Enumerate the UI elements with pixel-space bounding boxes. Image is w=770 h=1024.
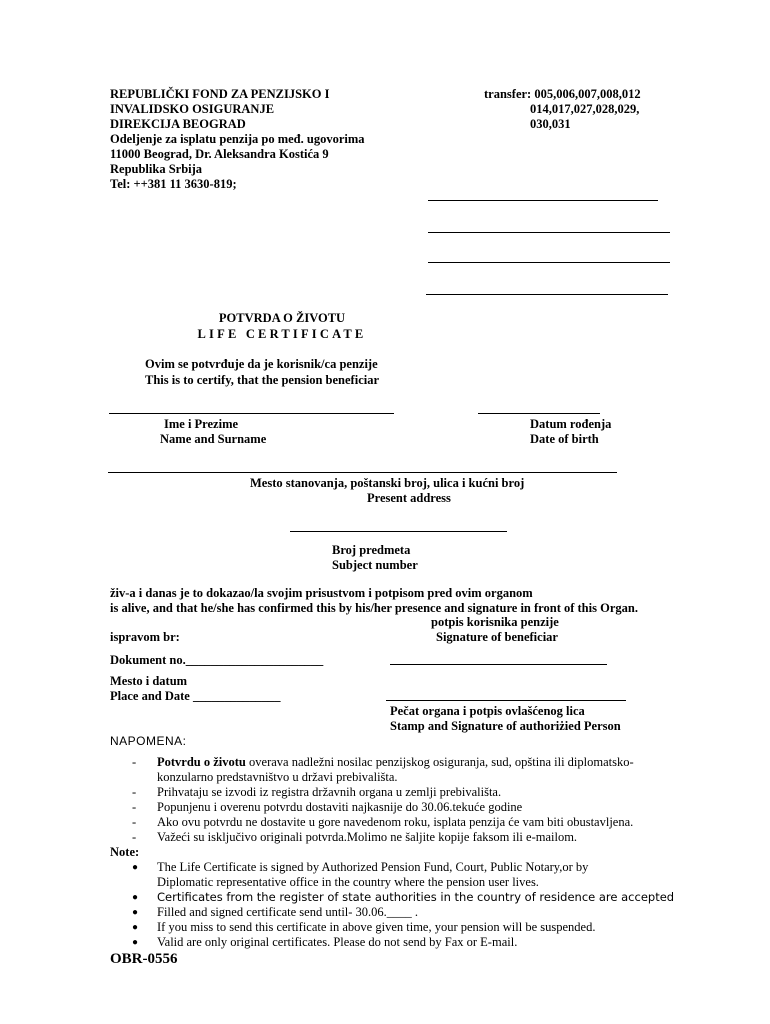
header-line: REPUBLIČKI FOND ZA PENZIJSKO I	[110, 87, 330, 101]
stamp-label-en: Stamp and Signature of authoriżied Person	[390, 719, 621, 733]
napomena-list	[110, 755, 710, 950]
transfer-line: 030,031	[530, 117, 571, 131]
transfer-line: transfer: 005,006,007,008,012	[484, 87, 641, 101]
list-item: - Potvrdu o životu overava nadležni nosilac penzijskog osiguranja, sud, opština ili diplomatsko-	[132, 755, 634, 769]
title-sr: POTVRDA O ŽIVOTU	[218, 311, 346, 325]
subject-label-sr: Broj predmeta	[332, 543, 411, 557]
header-line: Odeljenje za isplatu penzija po međ. ugovorima	[110, 132, 365, 146]
item-text: Popunjenu i overenu potvrdu dostaviti najkasnije do 30.06.tekuće godine	[157, 800, 523, 814]
item-text: Ako ovu potvrdu ne dostavite u gore navedenom roku, isplata penzija će vam biti obustavljena.	[157, 815, 634, 829]
address-line-1[interactable]	[428, 200, 658, 201]
bullet-icon: ●	[132, 892, 139, 903]
header-line: INVALIDSKO OSIGURANJE	[110, 102, 275, 116]
subject-field-line[interactable]	[290, 531, 507, 532]
item-text: Važeći su isključivo originali potvrda.Molimo ne šaljite kopije faksom ili e-mailom.	[157, 830, 578, 844]
dob-field-line[interactable]	[478, 413, 600, 414]
signature-label-sr: potpis korisnika penzije	[431, 615, 559, 629]
list-item	[110, 905, 710, 920]
stamp-label-sr: Pečat organa i potpis ovlašćenog lica	[390, 704, 585, 718]
list-item: - Ako ovu potvrdu ne dostavite u gore navedenom roku, isplata penzija će vam biti obustavljena.	[132, 815, 634, 829]
stamp-field-line[interactable]	[386, 700, 626, 701]
dob-label-en: Date of birth	[530, 432, 599, 446]
document-number-field[interactable]: Dokument no.______________________	[110, 653, 324, 667]
statement-en: is alive, and that he/she has confirmed this by his/her presence and signature in front of this Organ.	[110, 601, 638, 615]
napomena-heading: NAPOMENA:	[110, 734, 187, 748]
bullet-icon: ●	[132, 862, 139, 873]
transfer-line: 014,017,027,028,029,	[530, 102, 640, 116]
item-text: Certificates from the register of state authorities in the country of residence are accepted	[157, 890, 675, 904]
list-item	[110, 935, 710, 950]
item-bold-text: Potvrdu o životu	[157, 755, 246, 769]
name-label-sr: Ime i Prezime	[164, 417, 239, 431]
address-line-3[interactable]	[428, 262, 670, 263]
header-line: Republika Srbija	[110, 162, 203, 176]
title-en: LIFE CERTIFICATE	[197, 327, 367, 341]
institution-header	[110, 87, 365, 192]
intro-sr: Ovim se potvrđuje da je korisnik/ca penzije	[145, 357, 378, 371]
dob-label-sr: Datum rođenja	[530, 417, 612, 431]
item-text: If you miss to send this certificate in above given time, your pension will be suspended.	[157, 920, 596, 934]
item-text: Valid are only original certificates. Please do not send by Fax or E-mail.	[157, 935, 518, 949]
place-date-field[interactable]: Place and Date ______________	[110, 689, 281, 703]
bullet-icon: ●	[132, 937, 139, 948]
list-item: - Prihvataju se izvodi iz registra državnih organa u zemlji prebivališta.	[132, 785, 502, 799]
signature-field-line[interactable]	[390, 664, 607, 665]
address-line-4[interactable]	[426, 294, 668, 295]
item-text: overava nadležni nosilac penzijskog osiguranja, sud, opština ili diplomatsko-	[245, 755, 634, 769]
address-line-2[interactable]	[428, 232, 670, 233]
header-line: DIREKCIJA BEOGRAD	[110, 117, 246, 131]
address-label-en: Present address	[367, 491, 451, 505]
bullet-icon: ●	[132, 907, 139, 918]
address-label-sr: Mesto stanovanja, poštanski broj, ulica i kućni broj	[250, 476, 525, 490]
list-item	[110, 920, 710, 935]
name-label-en: Name and Surname	[160, 432, 267, 446]
header-line: Tel: ++381 11 3630-819;	[110, 177, 237, 191]
item-text: Filled and signed certificate send until- 30.06.____ .	[157, 905, 419, 919]
ispravom-label: ispravom br:	[110, 630, 180, 644]
header-line: 11000 Beograd, Dr. Aleksandra Kostića 9	[110, 147, 329, 161]
item-text: The Life Certificate is signed by Authorized Pension Fund, Court, Public Notary,or by	[157, 860, 589, 874]
place-label-sr: Mesto i datum	[110, 674, 188, 688]
list-item: - Popunjenu i overenu potvrdu dostaviti najkasnije do 30.06.tekuće godine	[132, 800, 523, 814]
list-item	[110, 860, 710, 875]
name-field-line[interactable]	[109, 413, 394, 414]
bullet-icon: ●	[132, 922, 139, 933]
transfer-codes	[484, 87, 641, 132]
statement-sr: živ-a i danas je to dokazao/la svojim prisustvom i potpisom pred ovim organom	[110, 586, 533, 600]
address-field-line[interactable]	[108, 472, 617, 473]
note-heading: Note:	[110, 845, 140, 859]
signature-label-en: Signature of beneficiar	[436, 630, 558, 644]
list-item-continuation: Diplomatic representative office in the country where the pension user lives.	[157, 875, 539, 889]
intro-en: This is to certify, that the pension beneficiar	[145, 373, 380, 387]
list-item-continuation: konzularno predstavništvo u državi prebivališta.	[157, 770, 398, 784]
list-item: - Važeći su isključivo originali potvrda.Molimo ne šaljite kopije faksom ili e-mailom.	[132, 830, 578, 844]
form-code: OBR-0556	[110, 951, 178, 967]
list-item	[110, 890, 710, 905]
item-text: Prihvataju se izvodi iz registra državnih organa u zemlji prebivališta.	[157, 785, 502, 799]
subject-label-en: Subject number	[332, 558, 418, 572]
